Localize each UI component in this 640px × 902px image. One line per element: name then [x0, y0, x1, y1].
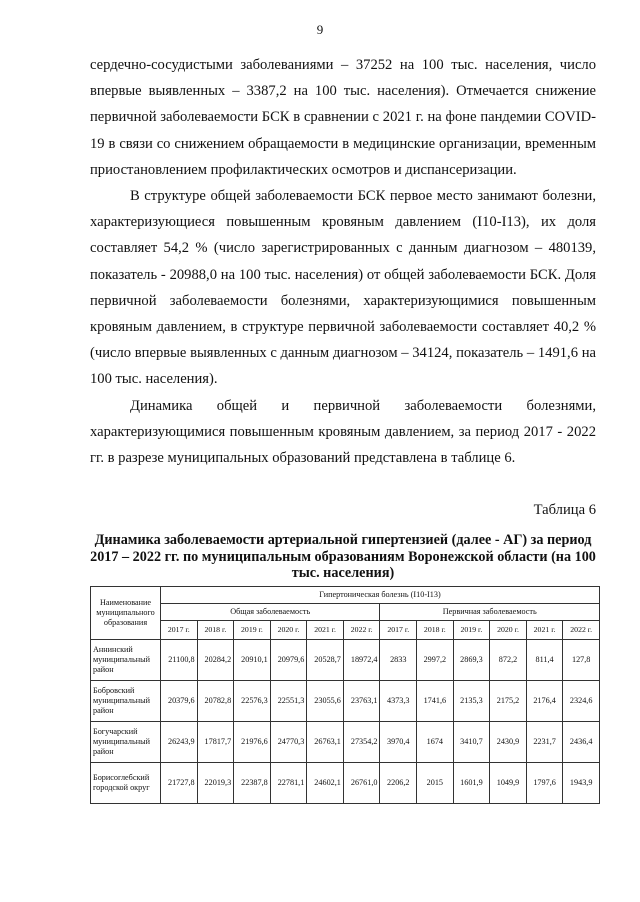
year-header: 2022 г. — [343, 621, 380, 640]
table-caption: Таблица 6 — [533, 502, 596, 518]
primary-incidence-cell: 1674 — [417, 722, 454, 763]
primary-incidence-cell: 2833 — [380, 640, 417, 681]
primary-incidence-cell: 3970,4 — [380, 722, 417, 763]
total-incidence-cell: 17817,7 — [197, 722, 234, 763]
total-incidence-cell: 18972,4 — [343, 640, 380, 681]
primary-incidence-cell: 811,4 — [526, 640, 563, 681]
paragraph-2: В структуре общей заболеваемости БСК первое место занимают болезни, характеризующиеся повышенным кровяным давлением (I10-I13), их доля составляет 54,2 % (число зарегистрированных с данным диагнозом – 480139, показатель - 20988,0 на 100 тыс. населения) от общей заболеваемости БСК. Доля первичной заболеваемости болезнями, характеризующимися повышенным кровяным давлением, в структуре первичной заболеваемости составляет 40,2 % (число впервые выявленных с данным диагнозом – 34124, показатель – 1491,6 на 100 тыс. населения). — [90, 188, 596, 388]
total-incidence-cell: 20284,2 — [197, 640, 234, 681]
total-incidence-cell: 20528,7 — [307, 640, 344, 681]
year-header: 2021 г. — [307, 621, 344, 640]
primary-incidence-cell: 4373,3 — [380, 681, 417, 722]
disease-group-header: Гипертоническая болезнь (I10-I13) — [161, 587, 600, 604]
table-title: Динамика заболеваемости артериальной гипертензией (далее - АГ) за период 2017 – 2022 гг. по муниципальным образованиям Воронежской области (на 100 тыс. населения) — [90, 532, 596, 581]
municipality-name: Аннинский муниципальный район — [91, 640, 161, 681]
total-incidence-cell: 24602,1 — [307, 763, 344, 804]
table-row — [91, 722, 600, 763]
table-row — [91, 640, 600, 681]
incidence-table — [90, 586, 600, 804]
total-incidence-header: Общая заболеваемость — [161, 604, 380, 621]
total-incidence-cell: 22576,3 — [234, 681, 271, 722]
year-header: 2017 г. — [161, 621, 198, 640]
primary-incidence-cell: 1601,9 — [453, 763, 490, 804]
total-incidence-cell: 21727,8 — [161, 763, 198, 804]
paragraph-3: Динамика общей и первичной заболеваемости болезнями, характеризующимися повышенным кровяным давлением, за период 2017 - 2022 гг. в разрезе муниципальных образований представлена в таблице 6. — [90, 397, 596, 467]
primary-incidence-cell: 2324,6 — [563, 681, 600, 722]
page-number: 9 — [316, 22, 324, 37]
total-incidence-cell: 22019,3 — [197, 763, 234, 804]
body-text — [90, 52, 596, 471]
year-header: 2017 г. — [380, 621, 417, 640]
total-incidence-cell: 21976,6 — [234, 722, 271, 763]
table-subheader-row — [91, 604, 600, 621]
primary-incidence-cell: 2206,2 — [380, 763, 417, 804]
municipality-column-header: Наименование муниципального образования — [91, 587, 161, 640]
table-header-row — [91, 587, 600, 604]
year-header: 2018 г. — [417, 621, 454, 640]
year-header: 2020 г. — [490, 621, 527, 640]
municipality-name: Борисоглебский городской округ — [91, 763, 161, 804]
year-header: 2018 г. — [197, 621, 234, 640]
total-incidence-cell: 26243,9 — [161, 722, 198, 763]
year-header-row — [91, 621, 600, 640]
year-header: 2021 г. — [526, 621, 563, 640]
primary-incidence-cell: 1049,9 — [490, 763, 527, 804]
year-header: 2019 г. — [234, 621, 271, 640]
primary-incidence-cell: 1943,9 — [563, 763, 600, 804]
total-incidence-cell: 23055,6 — [307, 681, 344, 722]
primary-incidence-cell: 2430,9 — [490, 722, 527, 763]
total-incidence-cell: 24770,3 — [270, 722, 307, 763]
total-incidence-cell: 22387,8 — [234, 763, 271, 804]
year-header: 2020 г. — [270, 621, 307, 640]
total-incidence-cell: 20782,8 — [197, 681, 234, 722]
primary-incidence-cell: 3410,7 — [453, 722, 490, 763]
total-incidence-cell: 20910,1 — [234, 640, 271, 681]
primary-incidence-cell: 2869,3 — [453, 640, 490, 681]
primary-incidence-cell: 2175,2 — [490, 681, 527, 722]
primary-incidence-cell: 2176,4 — [526, 681, 563, 722]
table-row — [91, 681, 600, 722]
table-row — [91, 763, 600, 804]
total-incidence-cell: 26763,1 — [307, 722, 344, 763]
primary-incidence-header: Первичная заболеваемость — [380, 604, 600, 621]
total-incidence-cell: 20379,6 — [161, 681, 198, 722]
total-incidence-cell: 27354,2 — [343, 722, 380, 763]
municipality-name: Бобровский муниципальный район — [91, 681, 161, 722]
total-incidence-cell: 22551,3 — [270, 681, 307, 722]
municipality-name: Богучарский муниципальный район — [91, 722, 161, 763]
total-incidence-cell: 23763,1 — [343, 681, 380, 722]
table-body — [91, 640, 600, 804]
primary-incidence-cell: 1797,6 — [526, 763, 563, 804]
primary-incidence-cell: 2015 — [417, 763, 454, 804]
primary-incidence-cell: 2231,7 — [526, 722, 563, 763]
primary-incidence-cell: 1741,6 — [417, 681, 454, 722]
year-header: 2019 г. — [453, 621, 490, 640]
total-incidence-cell: 20979,6 — [270, 640, 307, 681]
primary-incidence-cell: 872,2 — [490, 640, 527, 681]
primary-incidence-cell: 2436,4 — [563, 722, 600, 763]
total-incidence-cell: 22781,1 — [270, 763, 307, 804]
total-incidence-cell: 21100,8 — [161, 640, 198, 681]
paragraph-1: сердечно-сосудистыми заболеваниями – 37252 на 100 тыс. населения, число впервые выявленных – 3387,2 на 100 тыс. населения). Отмечается снижение первичной заболеваемости БСК в сравнении с 2021 г. на фоне пандемии COVID-19 в связи со снижением обращаемости в медицинские организации, временным приостановлением профилактических осмотров и диспансеризации. — [90, 57, 596, 178]
total-incidence-cell: 26761,0 — [343, 763, 380, 804]
primary-incidence-cell: 2997,2 — [417, 640, 454, 681]
primary-incidence-cell: 127,8 — [563, 640, 600, 681]
primary-incidence-cell: 2135,3 — [453, 681, 490, 722]
year-header: 2022 г. — [563, 621, 600, 640]
